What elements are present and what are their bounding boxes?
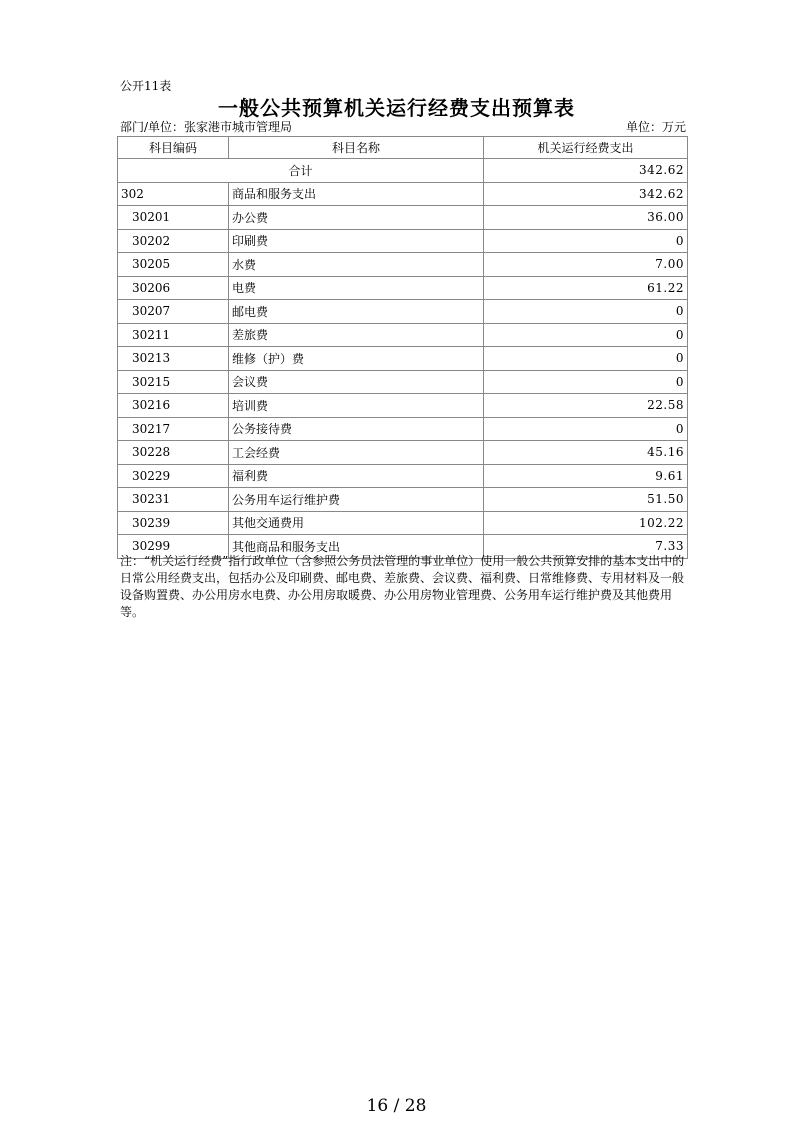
row-value: 0: [484, 417, 688, 441]
footnote: 注：“机关运行经费”指行政单位（含参照公务员法管理的事业单位）使用一般公共预算安排的基本支出中的日常公用经费支出，包括办公及印刷费、邮电费、差旅费、会议费、福利费、日常维修费、专用材料及一般设备购置费、办公用房水电费、办公用房取暖费、办公用房物业管理费、公务用车运行维护费及其他费用等。: [120, 554, 685, 619]
row-name: 水费: [229, 253, 484, 277]
row-name: 培训费: [229, 394, 484, 418]
total-label: 合计: [118, 159, 484, 183]
row-code: 30211: [118, 323, 229, 347]
table-row: [118, 441, 688, 465]
row-value: 36.00: [484, 206, 688, 230]
table-row: [118, 276, 688, 300]
table-row: [118, 464, 688, 488]
row-code: 302: [118, 182, 229, 206]
row-code: 30228: [118, 441, 229, 465]
row-code: 30202: [118, 229, 229, 253]
table-row: [118, 323, 688, 347]
row-name: 印刷费: [229, 229, 484, 253]
column-header-code: 科目编码: [118, 137, 229, 159]
row-name: 邮电费: [229, 300, 484, 324]
row-value: 342.62: [484, 182, 688, 206]
row-code: 30239: [118, 511, 229, 535]
table-row: [118, 253, 688, 277]
page-number: 16 / 28: [366, 1096, 427, 1116]
row-code: 30205: [118, 253, 229, 277]
department-label: 部门/单位：张家港市城市管理局: [120, 120, 293, 134]
unit-label: 单位：万元: [625, 120, 686, 134]
row-name: 工会经费: [229, 441, 484, 465]
row-value: 0: [484, 370, 688, 394]
row-name: 差旅费: [229, 323, 484, 347]
total-value: 342.62: [484, 159, 688, 183]
table-row: [118, 370, 688, 394]
row-value: 7.33: [484, 535, 688, 559]
row-value: 0: [484, 323, 688, 347]
row-name: 其他交通费用: [229, 511, 484, 535]
row-code: 30231: [118, 488, 229, 512]
table-row: [118, 394, 688, 418]
total-row: [118, 159, 688, 183]
row-value: 45.16: [484, 441, 688, 465]
row-code: 30299: [118, 535, 229, 559]
budget-table: [117, 136, 688, 559]
row-value: 51.50: [484, 488, 688, 512]
row-value: 0: [484, 300, 688, 324]
row-value: 61.22: [484, 276, 688, 300]
row-value: 22.58: [484, 394, 688, 418]
table-row: [118, 206, 688, 230]
row-code: 30216: [118, 394, 229, 418]
row-code: 30206: [118, 276, 229, 300]
row-name: 商品和服务支出: [229, 182, 484, 206]
column-header-amount: 机关运行经费支出: [484, 137, 688, 159]
row-code: 30213: [118, 347, 229, 371]
table-row: [118, 347, 688, 371]
row-name: 维修（护）费: [229, 347, 484, 371]
table-row: [118, 511, 688, 535]
row-name: 会议费: [229, 370, 484, 394]
table-row: [118, 182, 688, 206]
table-header-row: [118, 137, 688, 159]
row-value: 7.00: [484, 253, 688, 277]
row-value: 0: [484, 347, 688, 371]
row-code: 30217: [118, 417, 229, 441]
row-name: 电费: [229, 276, 484, 300]
table-row: [118, 488, 688, 512]
row-value: 102.22: [484, 511, 688, 535]
table-row: [118, 300, 688, 324]
row-code: 30201: [118, 206, 229, 230]
row-value: 0: [484, 229, 688, 253]
row-name: 公务接待费: [229, 417, 484, 441]
table-row: [118, 417, 688, 441]
row-name: 其他商品和服务支出: [229, 535, 484, 559]
row-name: 办公费: [229, 206, 484, 230]
page-title: 一般公共预算机关运行经费支出预算表: [218, 96, 575, 120]
row-code: 30215: [118, 370, 229, 394]
row-code: 30229: [118, 464, 229, 488]
table-number-label: 公开11表: [120, 79, 172, 93]
row-name: 公务用车运行维护费: [229, 488, 484, 512]
column-header-name: 科目名称: [229, 137, 484, 159]
row-value: 9.61: [484, 464, 688, 488]
table-row: [118, 229, 688, 253]
row-code: 30207: [118, 300, 229, 324]
row-name: 福利费: [229, 464, 484, 488]
